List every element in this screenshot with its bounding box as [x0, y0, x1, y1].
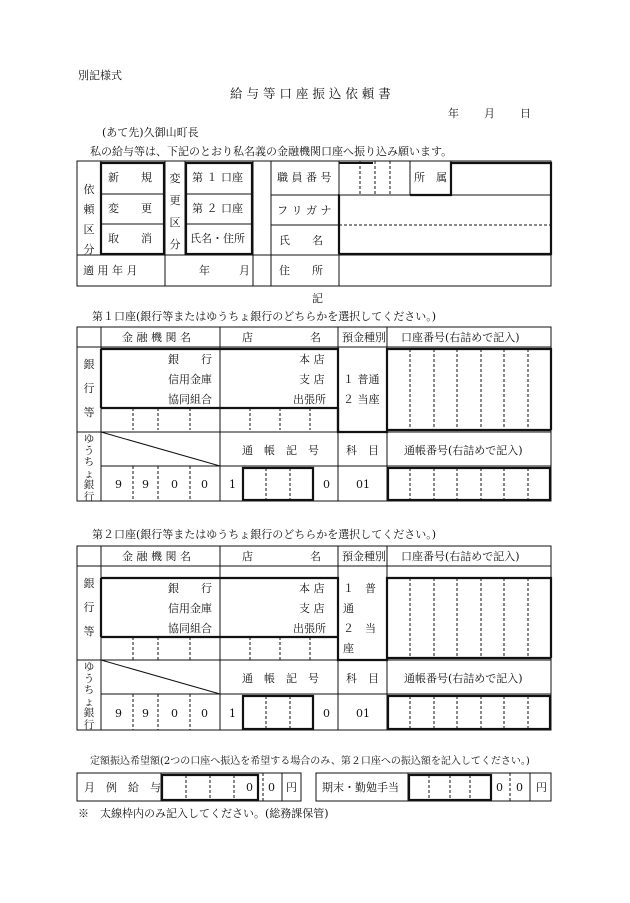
account2-inst-shinkin[interactable]: 信用金庫: [168, 602, 212, 615]
request-new[interactable]: 新 規: [108, 171, 152, 184]
account1-symbol-suffix: 0: [323, 478, 330, 491]
account1-yucho-side: ゆうちょ銀行: [83, 433, 95, 503]
account1-digit-1: 9: [115, 478, 122, 491]
account1-symbol-prefix: 1: [229, 478, 236, 491]
account2-title: 第２口座(銀行等またはゆうちょ銀行のどちらかを選択してください。): [92, 528, 437, 541]
form-label: 別記様式: [78, 69, 122, 82]
monthly-zero-2: 0: [268, 781, 275, 794]
bonus-zero-2: 0: [516, 781, 523, 794]
account2-symbol-prefix: 1: [229, 707, 236, 720]
change-account2[interactable]: 第 ２ 口座: [192, 202, 243, 215]
account2-digit-2: 9: [142, 707, 149, 720]
account1-accountno-header: 口座番号(右詰めで記入): [401, 331, 520, 344]
account2-digit-4: 0: [201, 707, 208, 720]
account2-deposit-toza-b: 座: [343, 642, 354, 655]
account1-digit-4: 0: [201, 478, 208, 491]
account1-passbook-no-header: 通帳番号(右詰めで記入): [404, 444, 523, 457]
account1-passbook-symbol-header: 通 帳 記 号: [242, 444, 319, 457]
change-type-label: 変更区分: [169, 172, 181, 251]
account1-branch-sub[interactable]: 支 店: [299, 373, 325, 386]
change-account1[interactable]: 第 １ 口座: [192, 171, 243, 184]
date-day: 日: [520, 107, 531, 120]
address-label: 住 所: [279, 264, 323, 277]
ki-mark: 記: [312, 292, 323, 305]
change-name-address[interactable]: 氏名・住所: [190, 232, 245, 245]
account1-subject-value: 01: [356, 478, 370, 491]
bonus-yen: 円: [536, 781, 547, 794]
account1-branch-header-a: 店: [242, 331, 253, 344]
account2-branch-header-a: 店: [242, 550, 253, 563]
name-label: 氏 名: [279, 234, 323, 247]
account2-digit-3: 0: [171, 707, 178, 720]
account1-inst-shinkin[interactable]: 信用金庫: [168, 373, 212, 386]
bonus-zero-1: 0: [496, 781, 503, 794]
account1-title: 第１口座(銀行等またはゆうちょ銀行のどちらかを選択してください。): [92, 310, 437, 323]
apply-month: 月: [239, 264, 250, 277]
form-title: 給 与 等 口 座 振 込 依 頼 書: [230, 86, 391, 101]
account2-deposit-toza-a[interactable]: ２ 当: [343, 622, 376, 635]
request-type-label: 依頼区分: [83, 183, 95, 256]
account2-branch-sub[interactable]: 支 店: [299, 602, 325, 615]
account2-passbook-no-header: 通帳番号(右詰めで記入): [404, 672, 523, 685]
apply-year: 年: [199, 264, 210, 277]
account2-passbook-symbol-header: 通 帳 記 号: [242, 672, 319, 685]
account1-subject-header: 科 目: [346, 444, 379, 457]
monthly-yen: 円: [286, 781, 297, 794]
request-change[interactable]: 変 更: [108, 202, 152, 215]
request-cancel[interactable]: 取 消: [108, 232, 152, 245]
monthly-salary-label: 月 例 給 与: [84, 781, 161, 794]
account1-branch-main[interactable]: 本 店: [299, 353, 325, 366]
account2-yucho-side: ゆうちょ銀行: [83, 661, 95, 731]
date-month: 月: [484, 107, 495, 120]
account1-branch-header-b: 名: [310, 331, 321, 344]
account2-inst-bank[interactable]: 銀 行: [168, 582, 212, 595]
account2-subject-value: 01: [356, 707, 370, 720]
account2-deposit-futsu-a[interactable]: １ 普: [343, 582, 376, 595]
department-label: 所 属: [414, 171, 447, 184]
apply-date-label: 適 用 年 月: [83, 264, 138, 277]
account1-deposit-futsu[interactable]: １ 普通: [343, 373, 380, 386]
account1-institution-header: 金 融 機 関 名: [122, 331, 191, 344]
account2-subject-header: 科 目: [346, 672, 379, 685]
account1-branch-office[interactable]: 出張所: [293, 393, 326, 406]
account2-branch-header-b: 名: [310, 550, 321, 563]
account2-bank-side: 銀行等: [83, 577, 95, 638]
account2-deposit-futsu-b: 通: [343, 602, 354, 615]
account1-bank-side: 銀行等: [83, 358, 95, 419]
account2-inst-kyodo[interactable]: 協同組合: [168, 622, 212, 635]
furigana-label: フ リ ガ ナ: [277, 204, 332, 217]
bonus-label: 期末・勤勉手当: [322, 781, 399, 794]
account1-deposit-toza[interactable]: ２ 当座: [343, 393, 380, 406]
account2-accountno-header: 口座番号(右詰めで記入): [401, 550, 520, 563]
account1-inst-kyodo[interactable]: 協同組合: [168, 393, 212, 406]
account1-deposit-header: 預金種別: [342, 331, 386, 344]
addressee: (あて先)久御山町長: [102, 126, 199, 139]
monthly-zero-1: 0: [246, 781, 253, 794]
employee-no-label: 職 員 番 号: [277, 171, 332, 184]
fixed-amount-title: 定額振込希望額(2つの口座へ振込を希望する場合のみ、第２口座への振込額を記入してください。): [90, 756, 530, 767]
account2-digit-1: 9: [115, 707, 122, 720]
account1-digit-2: 9: [142, 478, 149, 491]
account2-symbol-suffix: 0: [323, 707, 330, 720]
request-text: 私の給与等は、下記のとおり私名義の金融機関口座へ振り込み願います。: [90, 145, 453, 158]
account2-branch-main[interactable]: 本 店: [299, 582, 325, 595]
account1-inst-bank[interactable]: 銀 行: [168, 353, 212, 366]
account1-digit-3: 0: [171, 478, 178, 491]
account2-deposit-header: 預金種別: [342, 550, 386, 563]
account2-institution-header: 金 融 機 関 名: [122, 550, 191, 563]
footer-note: ※ 太線枠内のみ記入してください。(総務課保管): [78, 807, 329, 820]
account2-branch-office[interactable]: 出張所: [293, 622, 326, 635]
date-year: 年: [448, 107, 459, 120]
